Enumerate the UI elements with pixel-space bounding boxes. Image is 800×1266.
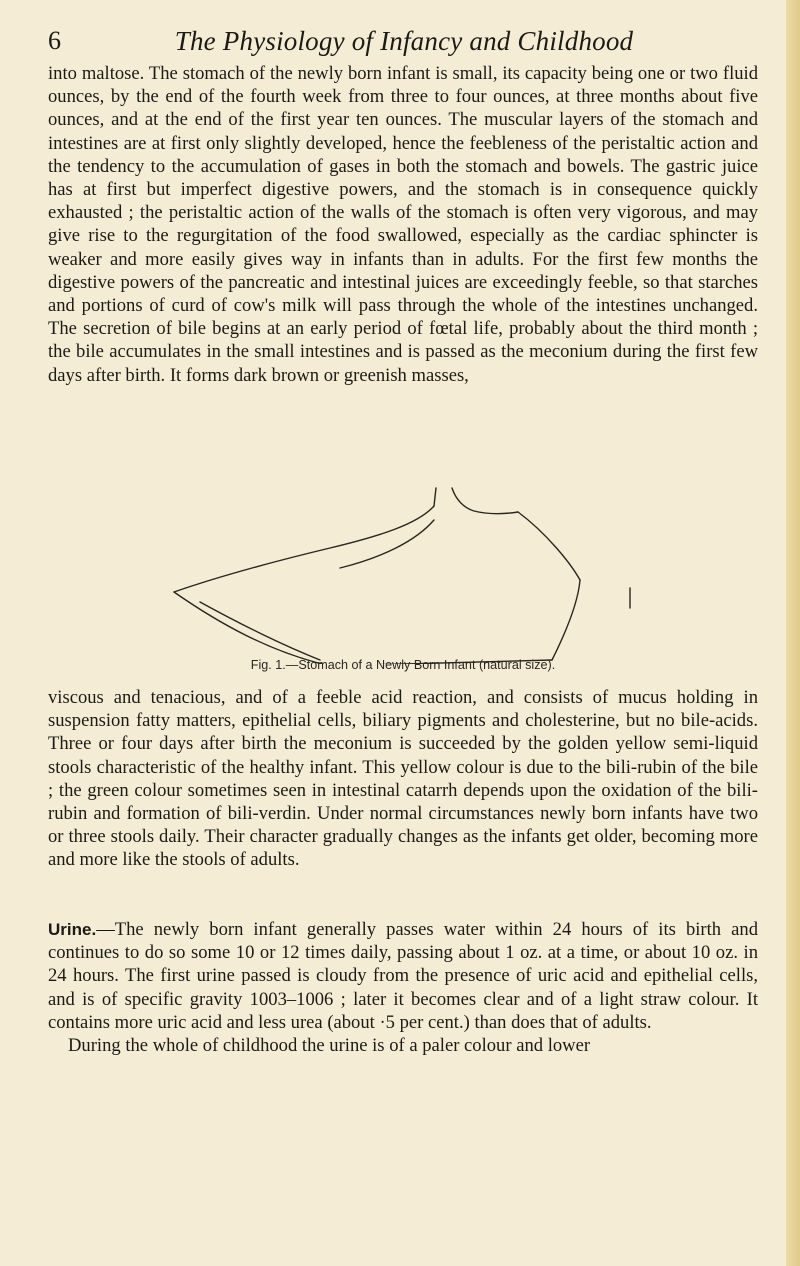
figure-caption: Fig. 1.—Stomach of a Newly Born Infant (natural size). xyxy=(250,658,556,672)
page-header xyxy=(48,22,760,62)
page-edge xyxy=(786,0,800,1266)
paragraph-4-text: During the whole of childhood the urine is of a paler colour and lower xyxy=(68,1035,591,1057)
paragraph-1 xyxy=(48,62,758,387)
paragraph-3-text xyxy=(48,918,758,1034)
stomach-figure xyxy=(160,484,660,664)
urine-heading: Urine. xyxy=(48,920,97,939)
paragraph-3 xyxy=(48,918,758,1057)
paragraph-2-text: viscous and tenacious, and of a feeble acid reaction, and consists of mucus holding in suspension fatty matters, epithelial cells, biliary pigments and cholesterine, but no bile-acids. Three or four days after birth the meconium is succeeded by the golden yellow semi-liquid stools characteristic of the healthy infant. This yellow colour is due to the bili-rubin of the bile ; the green colour sometimes seen in intestinal catarrh depends upon the oxidation of the bili-rubin and formation of bili-verdin. Under normal circumstances newly born infants have two or three stools daily. Their character gradually changes as the infants get older, becoming more and more like the stools of adults. xyxy=(48,687,758,871)
running-title: The Physiology of Infancy and Childhood xyxy=(174,26,634,56)
paragraph-2 xyxy=(48,686,758,872)
urine-paragraph-text: —The newly born infant generally passes water within 24 hours of its birth and continues to do so some 10 or 12 times daily, passing about 1 oz. at a time, or about 10 oz. in 24 hours. The first urine passed is cloudy from the presence of uric acid and epithelial cells, and is of specific gravity 1003–1006 ; later it becomes clear and of a light straw colour. It contains more uric acid and less urea (about ·5 per cent.) than does that of adults. xyxy=(48,919,758,1033)
paragraph-1-text: into maltose. The stomach of the newly born infant is small, its capacity being one or two fluid ounces, by the end of the fourth week from three to four ounces, at three months about five ounces, and at the end of the first year ten ounces. The muscular layers of the stomach and intestines are at first only slightly developed, hence the feebleness of the peristaltic action and the tendency to the accumulation of gases in both the stomach and bowels. The gastric juice has at first but imperfect digestive powers, and the stomach is in consequence quickly exhausted ; the peristaltic action of the walls of the stomach is often very vigorous, and may give rise to the regurgitation of the food swallowed, especially as the cardiac sphincter is weaker and more easily gives way in infants than in adults. For the first few months the digestive powers of the pancreatic and intestinal juices are exceedingly feeble, so that starches and portions of curd of cow's milk will pass through the whole of the intestines unchanged. The secretion of bile begins at an early period of fœtal life, probably about the third month ; the bile accumulates in the small intestines and is passed as the meconium during the first few days after birth. It forms dark brown or greenish masses, xyxy=(48,63,758,386)
stomach-outline-drawing xyxy=(160,484,660,664)
page-number: 6 xyxy=(48,26,61,55)
